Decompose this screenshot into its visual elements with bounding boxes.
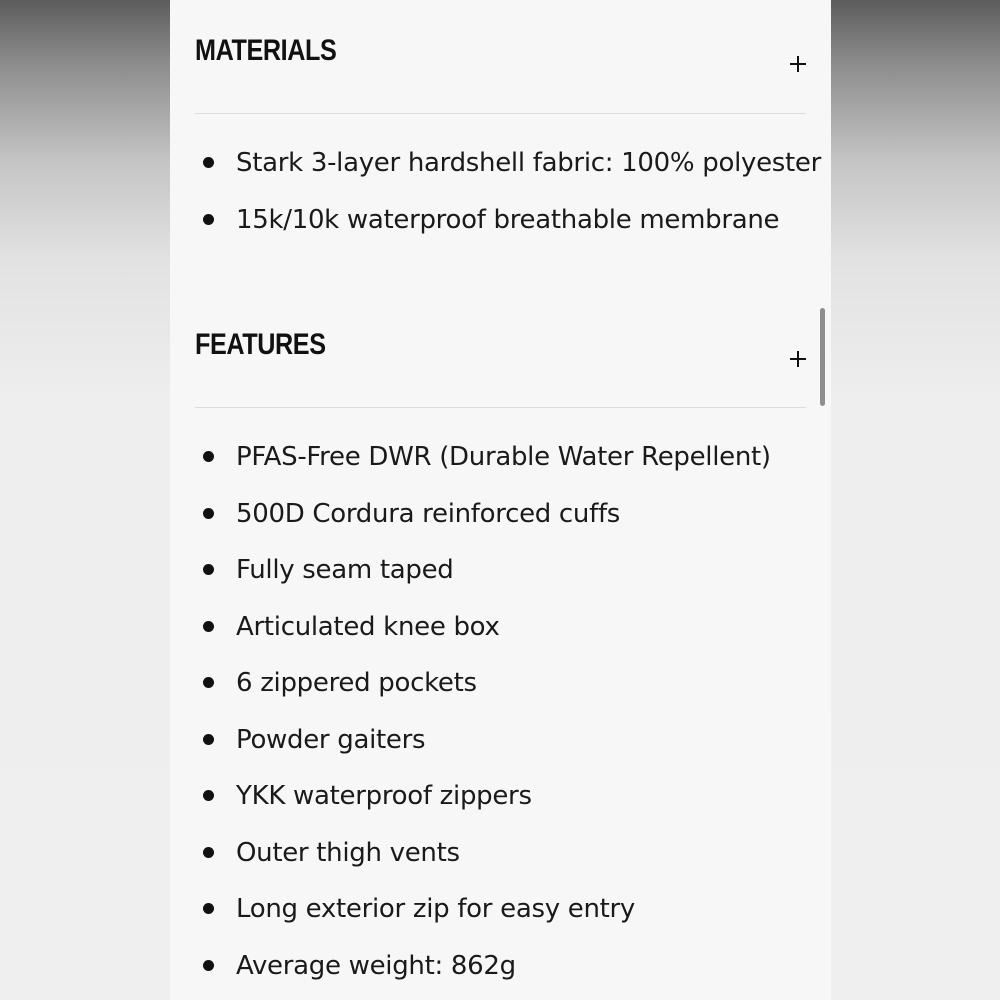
- list-item-text: 6 zippered pockets: [236, 668, 477, 698]
- list-item: [170, 440, 831, 497]
- bullet-icon: [203, 508, 214, 519]
- materials-list: [170, 146, 831, 259]
- list-item-text: Average weight: 862g: [236, 950, 516, 981]
- list-item: [170, 949, 831, 1000]
- features-list: [170, 440, 831, 1000]
- list-item: [170, 203, 831, 260]
- list-item-text: Powder gaiters: [236, 724, 426, 755]
- features-accordion-header[interactable]: [195, 330, 806, 410]
- list-item: [170, 779, 831, 836]
- list-item-text: YKK waterproof zippers: [236, 781, 532, 811]
- bullet-icon: [203, 677, 214, 688]
- materials-accordion-header[interactable]: [195, 36, 806, 116]
- list-item: [170, 497, 831, 554]
- list-item-text: Fully seam taped: [236, 555, 454, 585]
- list-item: [170, 892, 831, 949]
- list-item: [170, 146, 831, 203]
- list-item-text: 15k/10k waterproof breathable membrane: [236, 204, 780, 235]
- features-title: FEATURES: [195, 328, 326, 361]
- materials-title: MATERIALS: [195, 34, 337, 67]
- bullet-icon: [203, 214, 214, 225]
- bullet-icon: [203, 903, 214, 914]
- list-item: [170, 553, 831, 610]
- list-item-text: Outer thigh vents: [236, 837, 460, 868]
- list-item-text: Long exterior zip for easy entry: [236, 894, 635, 924]
- product-details-panel: [170, 0, 831, 1000]
- bullet-icon: [203, 790, 214, 801]
- list-item: [170, 610, 831, 667]
- bullet-icon: [203, 847, 214, 858]
- list-item-text: Stark 3-layer hardshell fabric: 100% polyester: [236, 148, 822, 178]
- scrollbar-thumb[interactable]: [820, 308, 825, 406]
- list-item: [170, 723, 831, 780]
- bullet-icon: [203, 564, 214, 575]
- list-item-text: 500D Cordura reinforced cuffs: [236, 498, 621, 529]
- expand-plus-icon[interactable]: [790, 351, 806, 367]
- list-item: [170, 836, 831, 893]
- expand-plus-icon[interactable]: [790, 56, 806, 72]
- bullet-icon: [203, 451, 214, 462]
- list-item-text: PFAS-Free DWR (Durable Water Repellent): [236, 442, 771, 472]
- features-divider: [195, 407, 806, 408]
- materials-divider: [195, 113, 806, 114]
- bullet-icon: [203, 734, 214, 745]
- list-item: [170, 666, 831, 723]
- list-item-text: Articulated knee box: [236, 611, 500, 642]
- bullet-icon: [203, 960, 214, 971]
- bullet-icon: [203, 157, 214, 168]
- bullet-icon: [203, 621, 214, 632]
